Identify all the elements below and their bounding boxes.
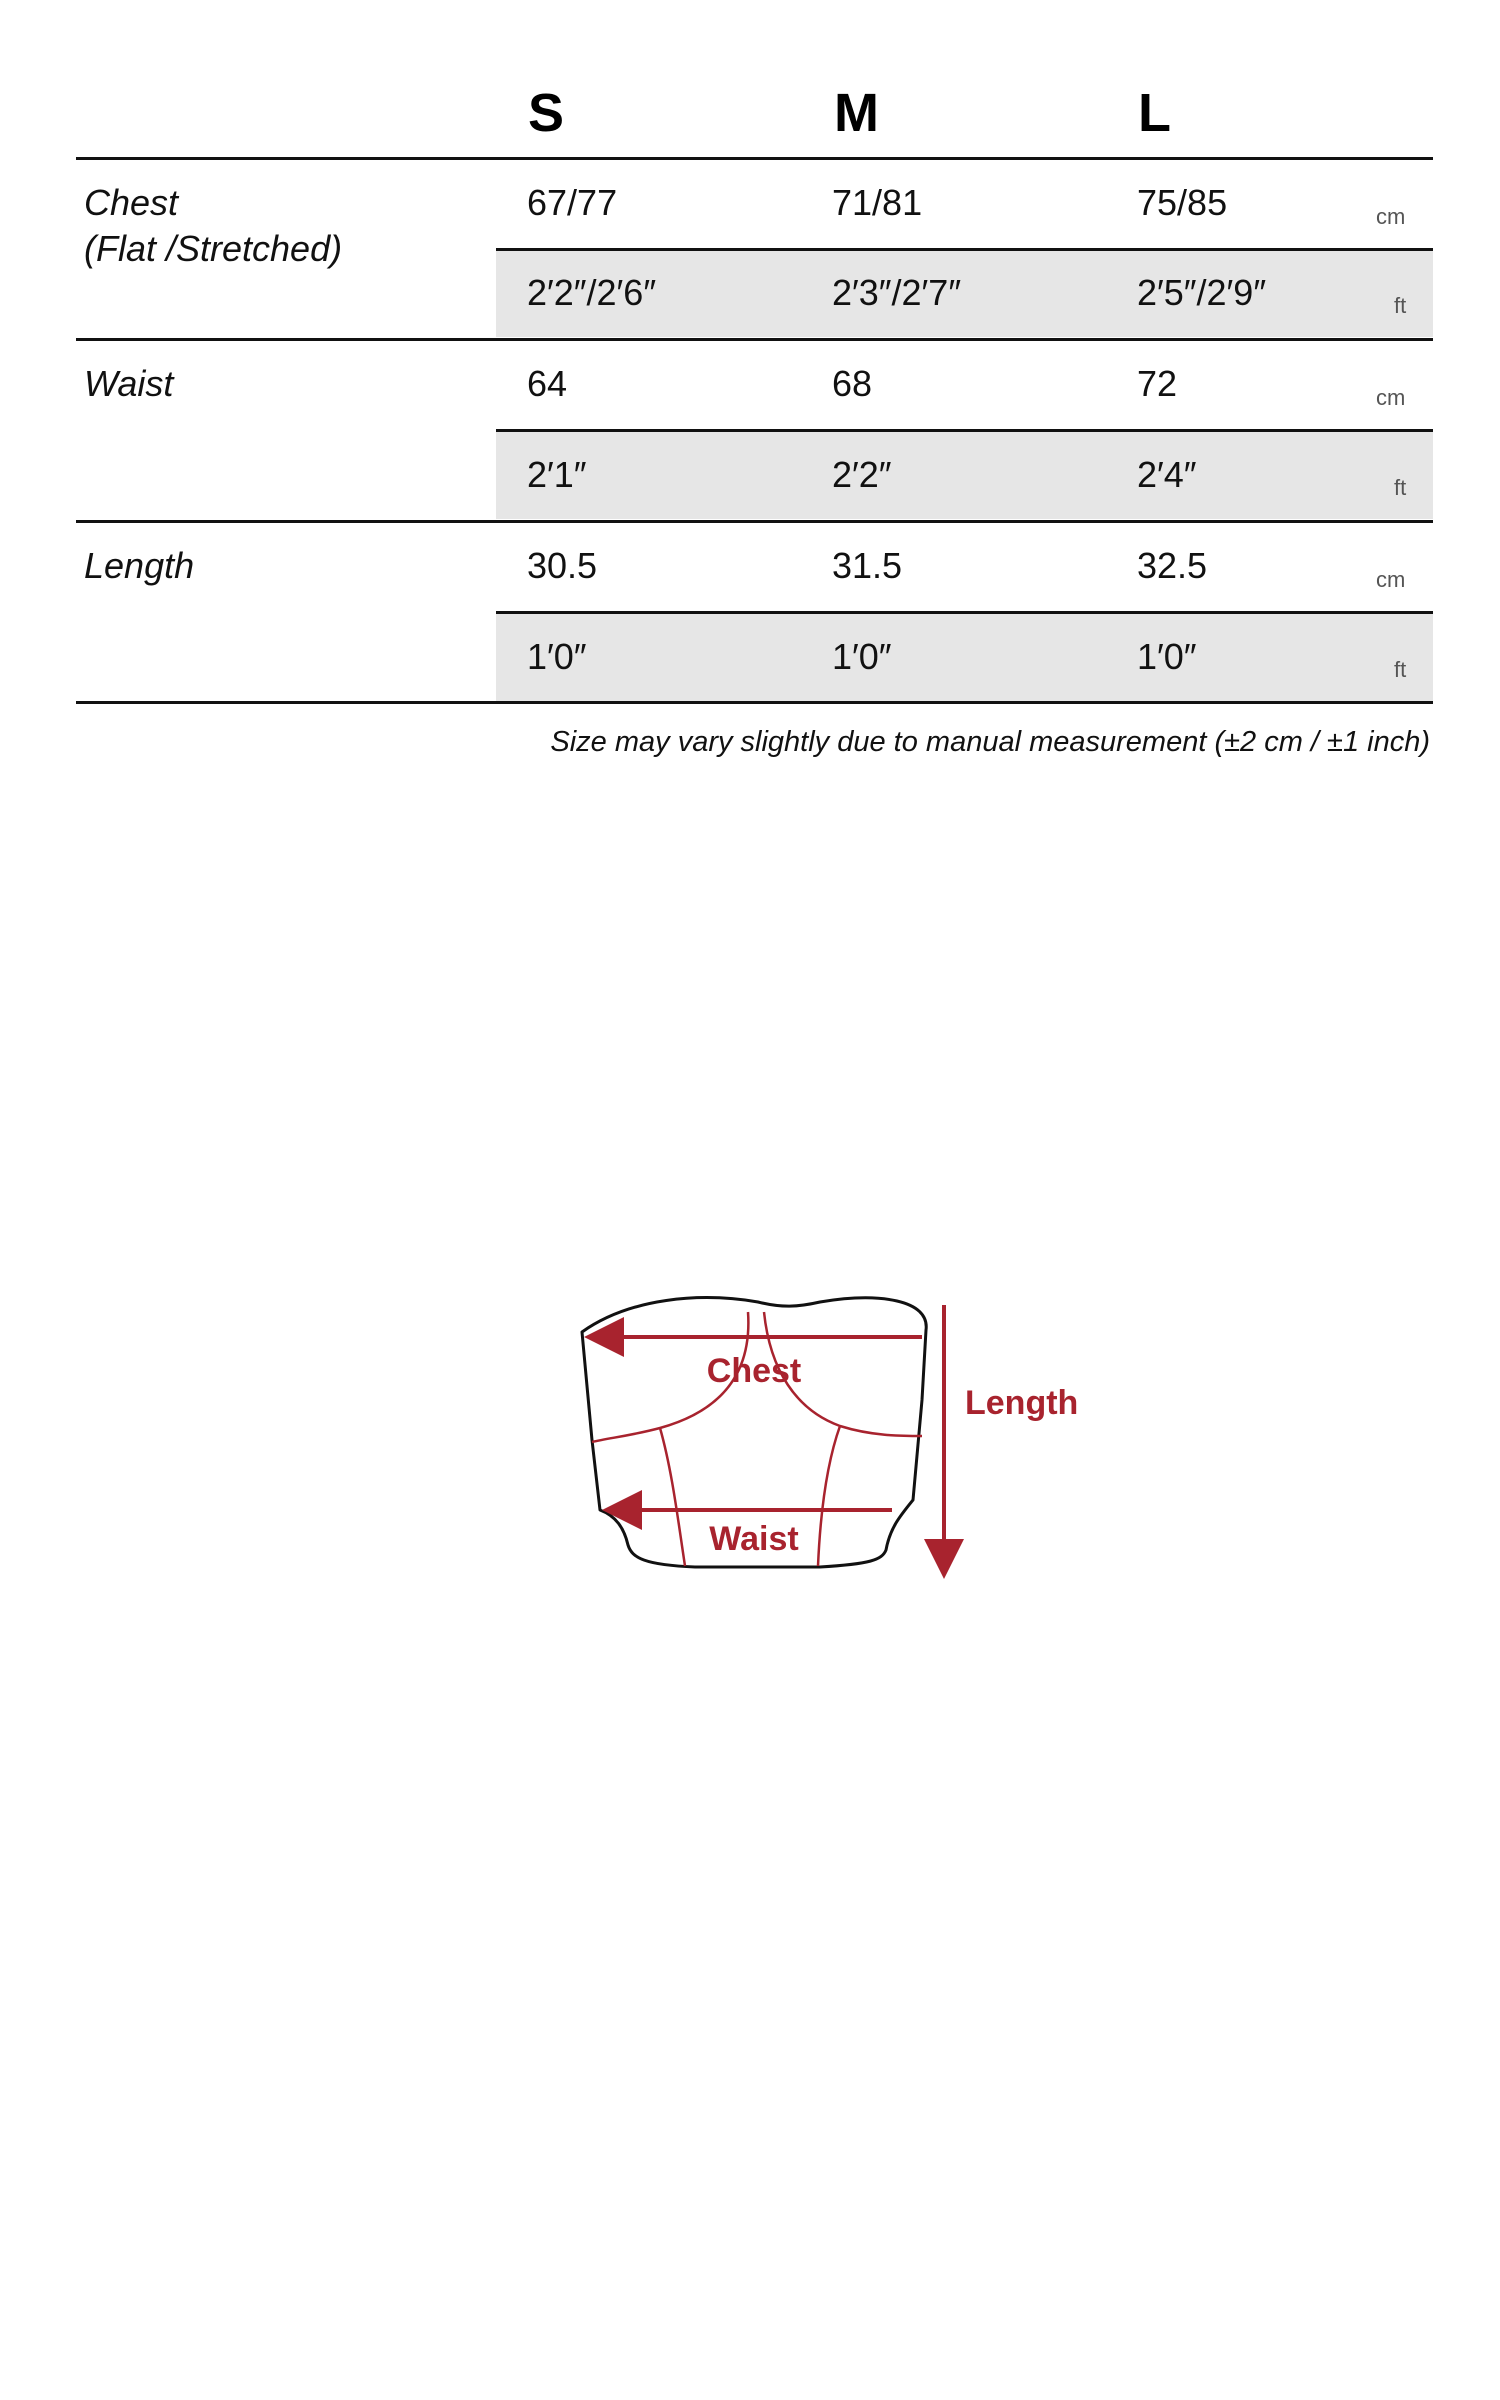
row-label-length: Length bbox=[84, 545, 195, 586]
table-bottom-divider bbox=[76, 701, 1433, 704]
header-divider bbox=[76, 157, 1433, 160]
chest-divider bbox=[76, 338, 1433, 341]
waist-unit-cm: cm bbox=[1376, 385, 1406, 410]
length-ft-m: 1′0″ bbox=[832, 636, 892, 677]
waist-cm-s: 64 bbox=[527, 363, 568, 404]
length-ft-s: 1′0″ bbox=[527, 636, 587, 677]
length-unit-ft: ft bbox=[1394, 657, 1407, 682]
chest-ft-m: 2′3″/2′7″ bbox=[832, 272, 962, 313]
chest-inner-divider bbox=[496, 248, 1433, 251]
chest-cm-s: 67/77 bbox=[527, 182, 618, 223]
length-inner-divider bbox=[496, 611, 1433, 614]
chest-ft-s: 2′2″/2′6″ bbox=[527, 272, 657, 313]
size-header-l: L bbox=[1138, 83, 1171, 143]
size-header-m: M bbox=[834, 83, 879, 143]
length-label: Length bbox=[965, 1384, 1079, 1422]
row-label-chest: Chest bbox=[84, 182, 179, 223]
chest-label: Chest bbox=[706, 1352, 802, 1390]
measurement-note: Size may vary slightly due to manual measurement (±2 cm / ±1 inch) bbox=[550, 726, 1430, 758]
length-unit-cm: cm bbox=[1376, 567, 1406, 592]
waist-ft-m: 2′2″ bbox=[832, 454, 892, 495]
waist-divider bbox=[76, 520, 1433, 523]
size-chart-table bbox=[0, 0, 1500, 780]
size-header-s: S bbox=[528, 83, 565, 143]
waist-unit-ft: ft bbox=[1394, 475, 1407, 500]
length-cm-l: 32.5 bbox=[1137, 545, 1208, 586]
waist-inner-divider bbox=[496, 429, 1433, 432]
length-cm-s: 30.5 bbox=[527, 545, 598, 586]
length-ft-row-bg bbox=[496, 614, 1433, 701]
waist-label: Waist bbox=[709, 1520, 799, 1558]
chest-cm-l: 75/85 bbox=[1137, 182, 1228, 223]
chest-cm-m: 71/81 bbox=[832, 182, 923, 223]
chest-ft-l: 2′5″/2′9″ bbox=[1137, 272, 1267, 313]
waist-ft-s: 2′1″ bbox=[527, 454, 587, 495]
waist-cm-m: 68 bbox=[832, 363, 873, 404]
waist-cm-l: 72 bbox=[1137, 363, 1178, 404]
waist-ft-l: 2′4″ bbox=[1137, 454, 1197, 495]
row-sublabel-chest: (Flat /Stretched) bbox=[84, 228, 343, 269]
chest-unit-ft: ft bbox=[1394, 293, 1407, 318]
measurement-diagram bbox=[520, 1260, 1180, 1620]
length-ft-l: 1′0″ bbox=[1137, 636, 1197, 677]
length-cm-m: 31.5 bbox=[832, 545, 903, 586]
waist-ft-row-bg bbox=[496, 432, 1433, 519]
row-label-waist: Waist bbox=[84, 363, 174, 404]
chest-unit-cm: cm bbox=[1376, 204, 1406, 229]
